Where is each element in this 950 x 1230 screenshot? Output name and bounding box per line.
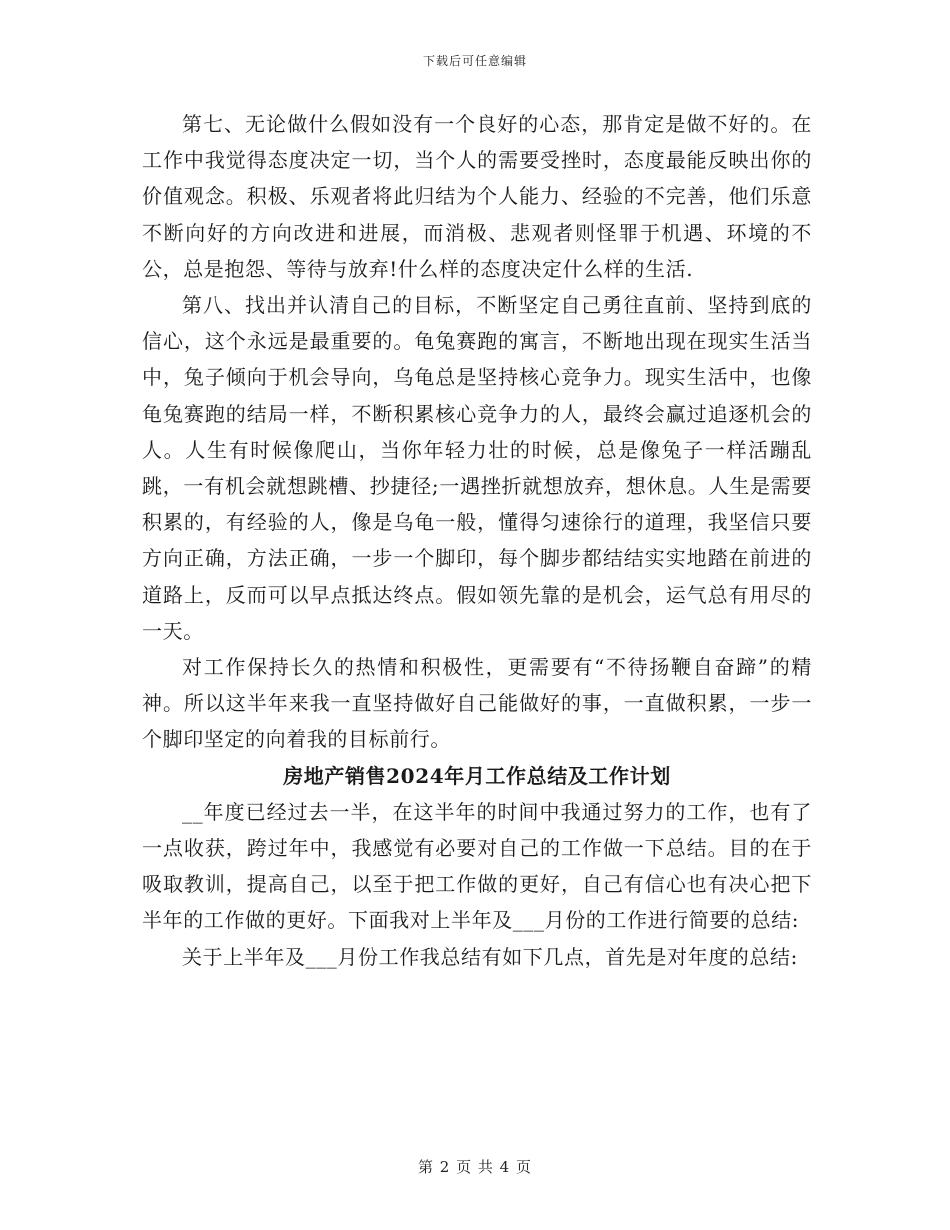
page-footer: 第 2 页 共 4 页 bbox=[418, 1158, 532, 1176]
paragraph-work-enthusiasm: 对工作保持长久的热情和积极性，更需要有“不待扬鞭自奋蹄”的精神。所以这半年来我一直坚持做好自己能做好的事，一直做积累，一步一个脚印坚定的向着我的目标前行。 bbox=[142, 655, 812, 752]
paragraph-eighth-point: 第八、找出并认清自己的目标，不断坚定自己勇往直前、坚持到底的信心，这个永远是最重要的。龟兔赛跑的寓言，不断地出现在现实生活当中，兔子倾向于机会导向，乌龟总是坚持核心竞争力。现实生活中，也像龟兔赛跑的结局一样，不断积累核心竞争力的人，最终会赢过追逐机会的人。人生有时候像爬山，当你年轻力壮的时候，总是像兔子一样活蹦乱跳，一有机会就想跳槽、抄捷径;一遇挫折就想放弃，想休息。人生是需要积累的，有经验的人，像是乌龟一般，懂得匀速徐行的道理，我坚信只要方向正确，方法正确，一步一个脚印，每个脚步都结结实实地踏在前进的道路上，反而可以早点抵达终点。假如领先靠的是机会，运气总有用尽的一天。 bbox=[142, 293, 812, 643]
document-body bbox=[142, 106, 812, 975]
paragraph-summary-points: 关于上半年及___月份工作我总结有如下几点，首先是对年度的总结: bbox=[182, 944, 798, 969]
paragraph-seventh-point: 第七、无论做什么假如没有一个良好的心态，那肯定是做不好的。在工作中我觉得态度决定一切，当个人的需要受挫时，态度最能反映出你的价值观念。积极、乐观者将此归结为个人能力、经验的不完善，他们乐意不断向好的方向改进和进展，而消极、悲观者则怪罪于机遇、环境的不公，总是抱怨、等待与放弃!什么样的态度决定什么样的生活. bbox=[142, 112, 812, 281]
paragraph-half-year-intro: __年度已经过去一半，在这半年的时间中我通过努力的工作，也有了一点收获，跨过年中，我感觉有必要对自己的工作做一下总结。目的在于吸取教训，提高自己，以至于把工作做的更好，自己有信心也有决心把下半年的工作做的更好。下面我对上半年及___月份的工作进行简要的总结: bbox=[142, 799, 812, 933]
page-header: 下载后可任意编辑 bbox=[422, 54, 527, 68]
section-title: 房地产销售2024年月工作总结及工作计划 bbox=[283, 763, 671, 788]
